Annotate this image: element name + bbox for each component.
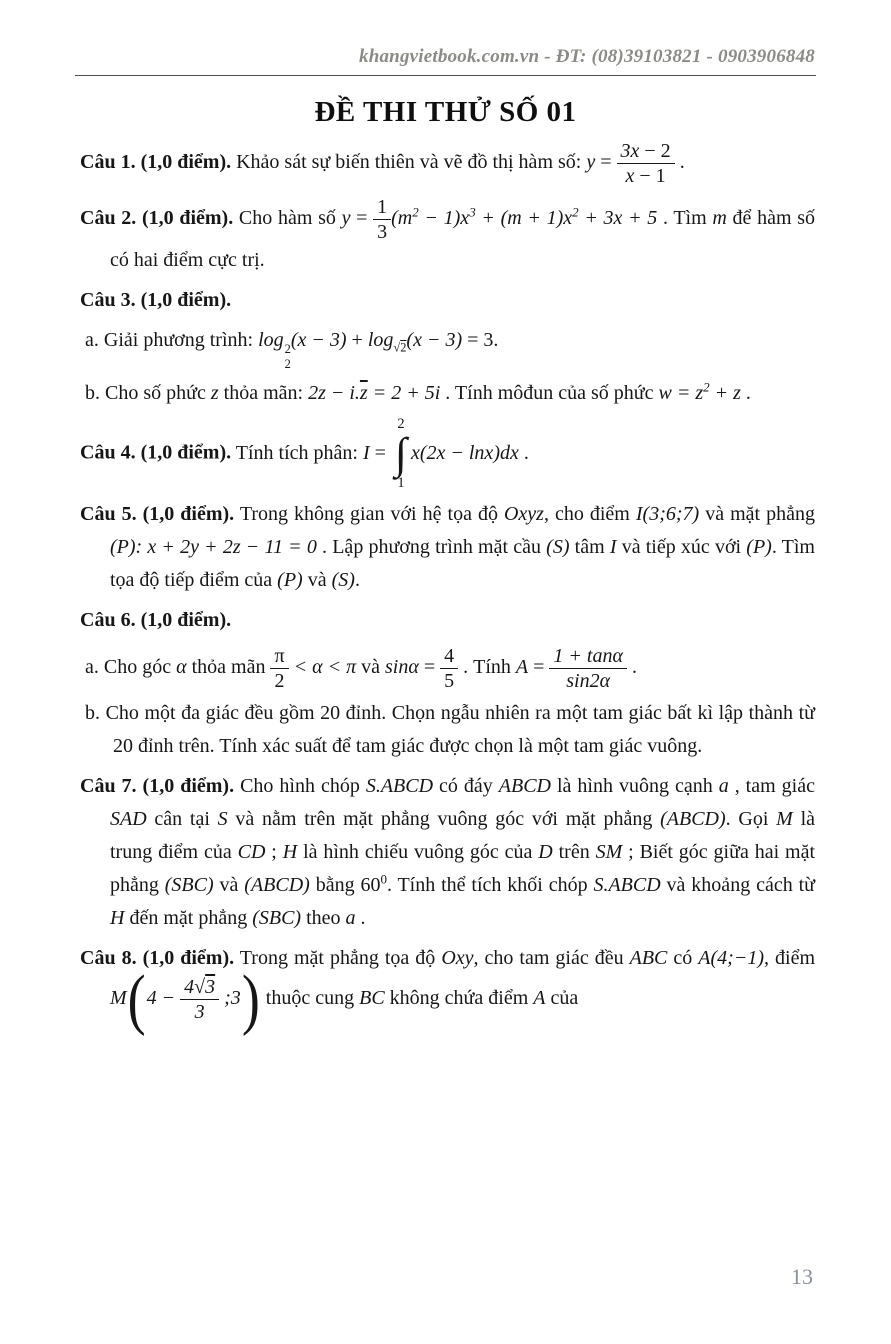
question-7-body: Cho hình chóp S.ABCD có đáy ABCD là hình vuông cạnh a , tam giác SAD cân tại S và nằm trên mặt phẳng vuông góc với mặt phẳng (ABCD). Gọi M là trung điểm của CD ; H là hình chiếu vuông góc của D trên SM ; Biết góc giữa hai mặt phẳng (SBC) và (ABCD) bằng $60^0$. Tính thể tích khối chóp S.ABCD và khoảng cách từ H đến mặt phẳng (SBC) theo a . <box>110 775 816 930</box>
question-5-body: Trong không gian với hệ tọa độ Oxyz, cho điểm I(3;6;7) và mặt phẳng (P): x + 2y + 2z − 11 = 0 . Lập phương trình mặt cầu (S) tâm I và tiếp xúc với (P). Tìm tọa độ tiếp điểm của (P) và (S). <box>110 503 815 592</box>
question-3-item-a <box>80 324 815 373</box>
question-5 <box>80 498 815 597</box>
question-2 <box>80 195 815 277</box>
question-1-label: Câu 1. (1,0 điểm). <box>80 151 232 174</box>
exam-title: ĐỀ THI THỬ SỐ 01 <box>314 96 577 128</box>
question-3 <box>80 284 815 317</box>
question-6-item-b <box>80 697 815 763</box>
item-a-body: Cho góc α thỏa mãn $\frac{\pi}{2}$ < α < π và sinα = $\frac{4}{5}$ . Tính A = $\frac{1 + \tan\alpha}{\sin 2\alpha}$ . <box>103 645 637 693</box>
header-website-phone: khangvietbook.com.vn - ĐT: (08)39103821 - 0903906848 <box>359 46 815 67</box>
item-b-label: b. <box>85 381 100 404</box>
item-b-body: Cho số phức z thỏa mãn: $2z - i.\overline{z} = 2 + 5i$ . Tính môđun của số phức $w = z^2 + z$ . <box>105 379 751 404</box>
question-7-label: Câu 7. (1,0 điểm). <box>80 775 235 798</box>
question-4-body: Tính tích phân: I = 2 ∫ 1 x(2x − lnx)dx . <box>235 415 529 491</box>
item-a-label: a. <box>85 329 99 351</box>
page-header <box>0 0 891 68</box>
question-2-label: Câu 2. (1,0 điểm). <box>80 207 234 230</box>
question-6 <box>80 604 815 637</box>
item-b-label: b. <box>85 702 100 725</box>
question-4 <box>80 417 815 491</box>
item-b-body: Cho một đa giác đều gồm 20 đỉnh. Chọn ngẫu nhiên ra một tam giác bất kì lập thành từ 20 đỉnh trên. Tính xác suất để tam giác được chọn là một tam giác vuông. <box>105 702 815 758</box>
question-8-body: Trong mặt phẳng tọa độ Oxy, cho tam giác đều ABC có A(4;−1), điểm M(4 − $\frac{4√3}{3}$ ;3) thuộc cung BC không chứa điểm A của <box>110 947 815 1037</box>
question-8 <box>80 942 815 1037</box>
question-6-label: Câu 6. (1,0 điểm). <box>80 609 232 632</box>
question-7 <box>80 770 815 935</box>
question-3-label: Câu 3. (1,0 điểm). <box>80 289 232 311</box>
header-divider <box>75 75 816 76</box>
page-number: 13 <box>791 1264 813 1289</box>
question-5-label: Câu 5. (1,0 điểm). <box>80 503 235 526</box>
question-1 <box>80 139 815 188</box>
question-4-label: Câu 4. (1,0 điểm). <box>80 441 232 464</box>
question-1-body: Khảo sát sự biến thiên và vẽ đồ thị hàm số: y = $\frac{3x - 2}{x - 1}$ . <box>236 140 685 187</box>
question-3-item-b <box>80 377 815 410</box>
item-a-body: Giải phương trình: log 2 2 $(x - 3) + \log_{√2}(x - 3) = 3$. <box>103 329 499 372</box>
question-8-label: Câu 8. (1,0 điểm). <box>80 947 235 970</box>
item-a-label: a. <box>85 656 99 679</box>
question-6-item-a <box>80 644 815 693</box>
question-2-body: Cho hàm số y = $\frac{1}{3}$ $(m^2 - 1)x^3 + (m + 1)x^2 + 3x + 5$ . Tìm m để hàm số có hai điểm cực trị. <box>110 196 816 271</box>
exam-body <box>0 139 891 1037</box>
